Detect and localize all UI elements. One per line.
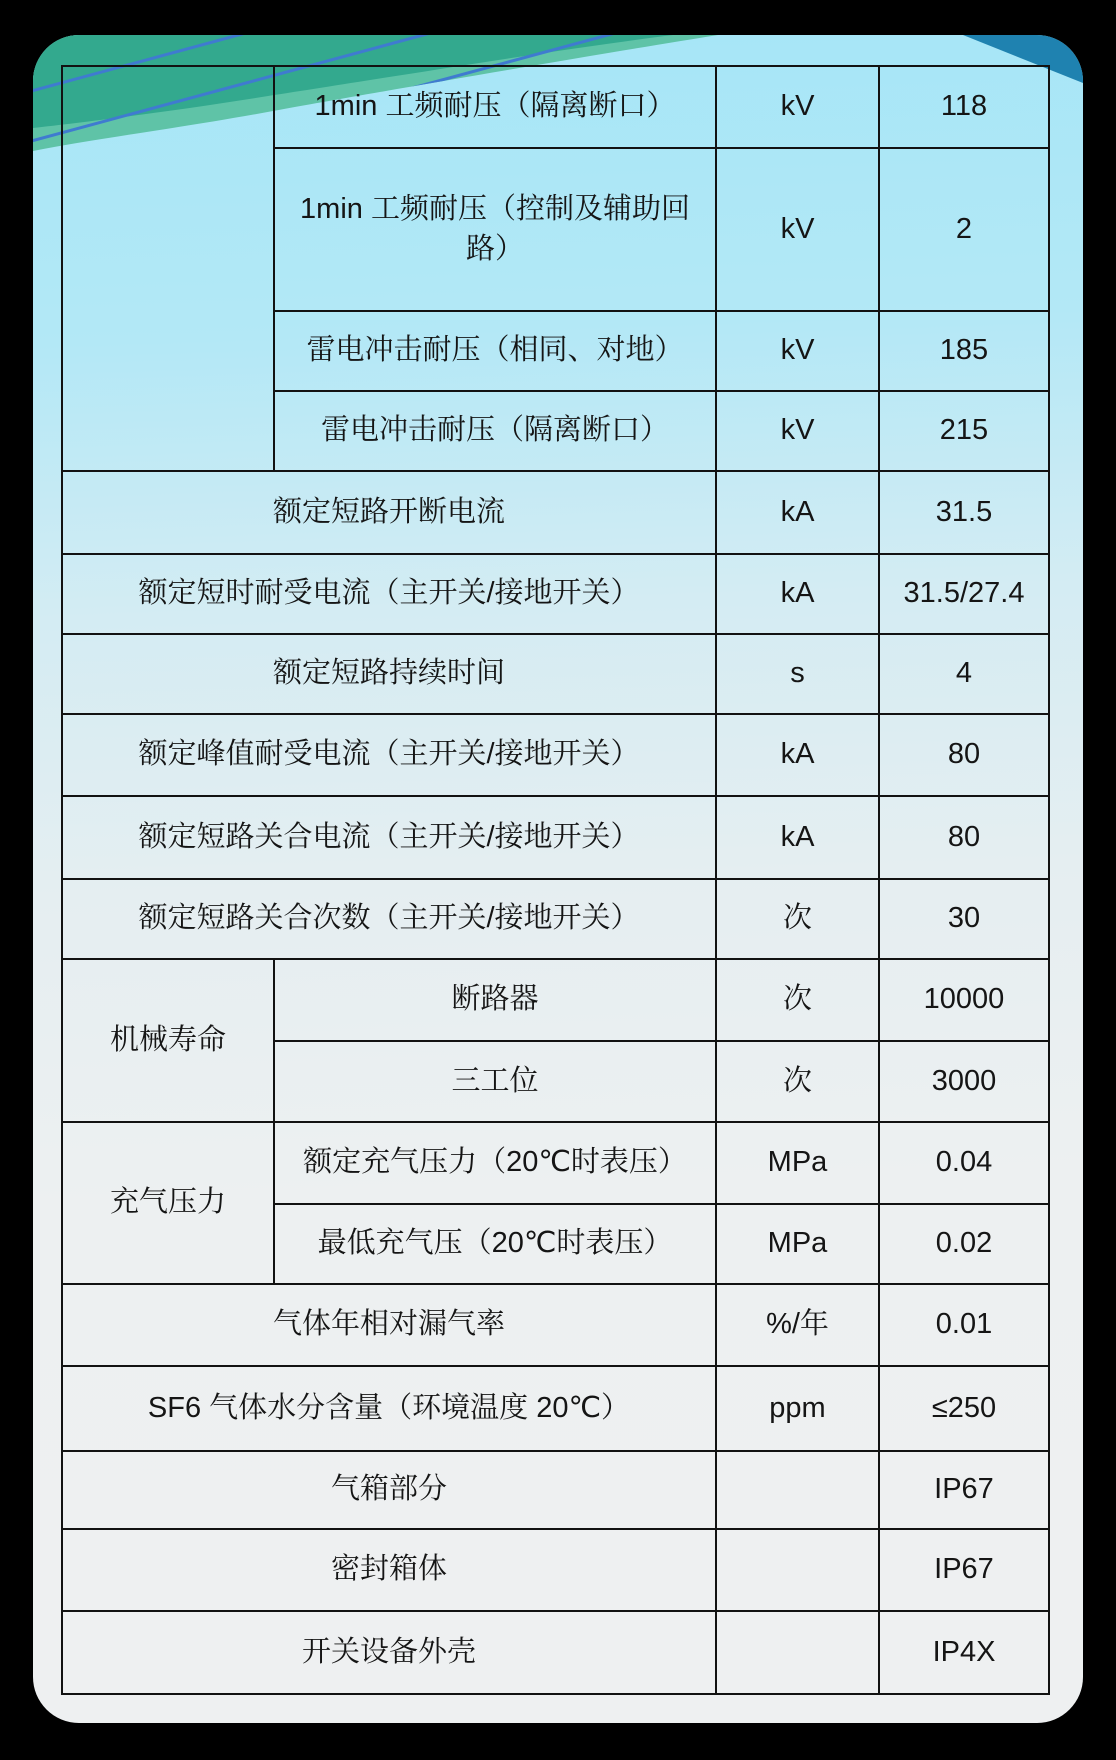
unit-cell: kA: [716, 796, 879, 879]
value-cell: 10000: [879, 959, 1049, 1041]
param-cell: 开关设备外壳: [62, 1611, 716, 1694]
param-cell: 密封箱体: [62, 1529, 716, 1611]
unit-cell: 次: [716, 1041, 879, 1122]
unit-cell: kV: [716, 66, 879, 148]
value-cell: 31.5/27.4: [879, 554, 1049, 634]
unit-cell: 次: [716, 879, 879, 959]
value-cell: 80: [879, 714, 1049, 796]
unit-cell: kV: [716, 391, 879, 471]
table-row: [62, 1611, 1049, 1694]
param-cell: 额定峰值耐受电流（主开关/接地开关）: [62, 714, 716, 796]
table-row: [62, 1529, 1049, 1611]
value-cell: IP67: [879, 1451, 1049, 1529]
value-cell: IP67: [879, 1529, 1049, 1611]
table-row: [62, 959, 1049, 1041]
value-cell: 0.04: [879, 1122, 1049, 1204]
unit-cell: kA: [716, 554, 879, 634]
value-cell: 30: [879, 879, 1049, 959]
param-cell: 额定充气压力（20℃时表压）: [274, 1122, 716, 1204]
table-row: [62, 634, 1049, 714]
unit-cell: MPa: [716, 1204, 879, 1284]
param-cell: 断路器: [274, 959, 716, 1041]
table-row: [62, 554, 1049, 634]
param-cell: 额定短路开断电流: [62, 471, 716, 554]
value-cell: 0.01: [879, 1284, 1049, 1366]
param-cell: 额定短时耐受电流（主开关/接地开关）: [62, 554, 716, 634]
param-cell: SF6 气体水分含量（环境温度 20℃）: [62, 1366, 716, 1451]
table-row: [62, 1122, 1049, 1204]
value-cell: 4: [879, 634, 1049, 714]
value-cell: 80: [879, 796, 1049, 879]
unit-cell: 次: [716, 959, 879, 1041]
param-cell: 雷电冲击耐压（相同、对地）: [274, 311, 716, 391]
param-cell: 额定短路关合电流（主开关/接地开关）: [62, 796, 716, 879]
table-row: [62, 714, 1049, 796]
param-cell: 最低充气压（20℃时表压）: [274, 1204, 716, 1284]
unit-cell: kV: [716, 311, 879, 391]
unit-cell: s: [716, 634, 879, 714]
param-cell: 1min 工频耐压（隔离断口）: [274, 66, 716, 148]
unit-cell: [716, 1611, 879, 1694]
category-cell: 机械寿命: [62, 959, 274, 1122]
table-row: [62, 1284, 1049, 1366]
unit-cell: MPa: [716, 1122, 879, 1204]
unit-cell: %/年: [716, 1284, 879, 1366]
value-cell: 118: [879, 66, 1049, 148]
table-row: [62, 796, 1049, 879]
value-cell: 2: [879, 148, 1049, 311]
table-row: [62, 66, 1049, 148]
spec-table: [61, 65, 1050, 1695]
value-cell: ≤250: [879, 1366, 1049, 1451]
table-row: [62, 1451, 1049, 1529]
value-cell: 185: [879, 311, 1049, 391]
value-cell: 3000: [879, 1041, 1049, 1122]
param-cell: 气箱部分: [62, 1451, 716, 1529]
unit-cell: ppm: [716, 1366, 879, 1451]
value-cell: 215: [879, 391, 1049, 471]
param-cell: 额定短路持续时间: [62, 634, 716, 714]
table-row: [62, 471, 1049, 554]
unit-cell: kA: [716, 714, 879, 796]
unit-cell: kA: [716, 471, 879, 554]
category-cell: 充气压力: [62, 1122, 274, 1284]
spec-card: [33, 35, 1083, 1723]
unit-cell: [716, 1529, 879, 1611]
param-cell: 1min 工频耐压（控制及辅助回路）: [274, 148, 716, 311]
value-cell: IP4X: [879, 1611, 1049, 1694]
category-cell: [62, 66, 274, 471]
value-cell: 0.02: [879, 1204, 1049, 1284]
table-row: [62, 879, 1049, 959]
table-row: [62, 1366, 1049, 1451]
unit-cell: [716, 1451, 879, 1529]
param-cell: 气体年相对漏气率: [62, 1284, 716, 1366]
unit-cell: kV: [716, 148, 879, 311]
value-cell: 31.5: [879, 471, 1049, 554]
param-cell: 额定短路关合次数（主开关/接地开关）: [62, 879, 716, 959]
param-cell: 三工位: [274, 1041, 716, 1122]
param-cell: 雷电冲击耐压（隔离断口）: [274, 391, 716, 471]
